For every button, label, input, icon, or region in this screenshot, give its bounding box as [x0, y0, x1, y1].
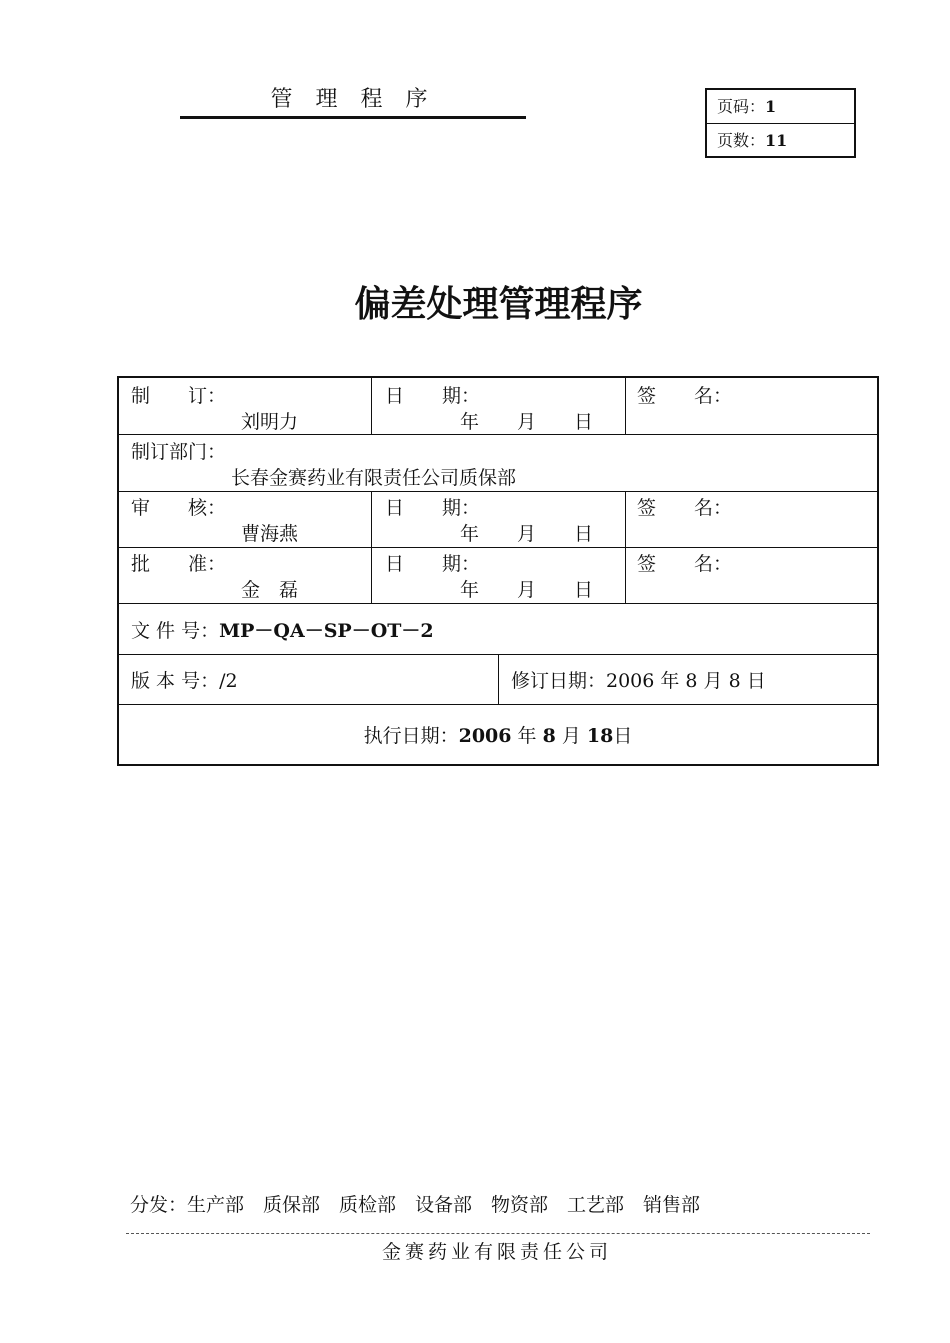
file-number-row	[131, 616, 434, 643]
table-column-divider	[498, 654, 499, 704]
page-info-box	[705, 88, 856, 158]
prepared-by-name: 刘明力	[241, 411, 299, 433]
prepared-date-value: 年 月 日	[460, 411, 594, 433]
review-signature-label: 签 名：	[637, 497, 733, 519]
document-info-table	[117, 376, 879, 766]
prepared-by-label: 制 订：	[131, 385, 227, 407]
effective-day: 18	[586, 725, 614, 747]
review-date-value: 年 月 日	[460, 523, 594, 545]
effective-year: 2006	[458, 725, 512, 747]
effective-month-unit: 月	[555, 725, 587, 747]
department-value: 长春金赛药业有限责任公司质保部	[231, 467, 517, 489]
review-date-label: 日 期：	[385, 497, 481, 519]
prepared-signature-label: 签 名：	[637, 385, 733, 407]
file-number-value: MP－QA－SP－OT－2	[219, 620, 434, 642]
approve-signature-label: 签 名：	[637, 553, 733, 575]
revision-date: 修订日期：2006 年 8 月 8 日	[511, 670, 766, 692]
approved-by-label: 批 准：	[131, 553, 227, 575]
header-title: 管 理 程 序	[270, 87, 436, 112]
table-column-divider	[625, 378, 626, 434]
footer-divider	[126, 1233, 870, 1234]
page-code-label: 页码：	[717, 97, 766, 116]
document-title: 偏差处理管理程序	[354, 284, 643, 325]
reviewed-by-name: 曹海燕	[241, 523, 299, 545]
approve-date-value: 年 月 日	[460, 579, 594, 601]
prepared-date-label: 日 期：	[385, 385, 481, 407]
page-count-label: 页数：	[717, 131, 766, 150]
version-row	[131, 666, 238, 693]
table-divider	[119, 547, 877, 548]
effective-date-label: 执行日期：	[363, 725, 459, 747]
table-divider	[119, 434, 877, 435]
table-column-divider	[625, 491, 626, 603]
footer-company-name: 金赛药业有限责任公司	[381, 1241, 612, 1263]
version-value: /2	[219, 670, 238, 692]
page-count-row	[707, 124, 854, 158]
table-divider	[119, 704, 877, 705]
page-code-value: 1	[765, 97, 777, 116]
table-column-divider	[371, 378, 372, 434]
department-label: 制订部门：	[131, 441, 227, 463]
header-underline	[180, 116, 526, 119]
version-label: 版 本 号：	[131, 670, 220, 692]
distribution-list: 分发：生产部 质保部 质检部 设备部 物资部 工艺部 销售部	[130, 1194, 701, 1216]
approve-date-label: 日 期：	[385, 553, 481, 575]
effective-month: 8	[542, 725, 556, 747]
table-divider	[119, 491, 877, 492]
page-count-value: 11	[765, 131, 788, 150]
effective-date-row	[119, 721, 877, 748]
effective-day-unit: 日	[613, 725, 633, 747]
file-number-label: 文 件 号：	[131, 620, 220, 642]
table-column-divider	[371, 491, 372, 603]
effective-year-unit: 年	[511, 725, 543, 747]
reviewed-by-label: 审 核：	[131, 497, 227, 519]
page-code-row	[707, 90, 854, 124]
approved-by-name: 金 磊	[241, 579, 299, 601]
table-divider	[119, 603, 877, 604]
